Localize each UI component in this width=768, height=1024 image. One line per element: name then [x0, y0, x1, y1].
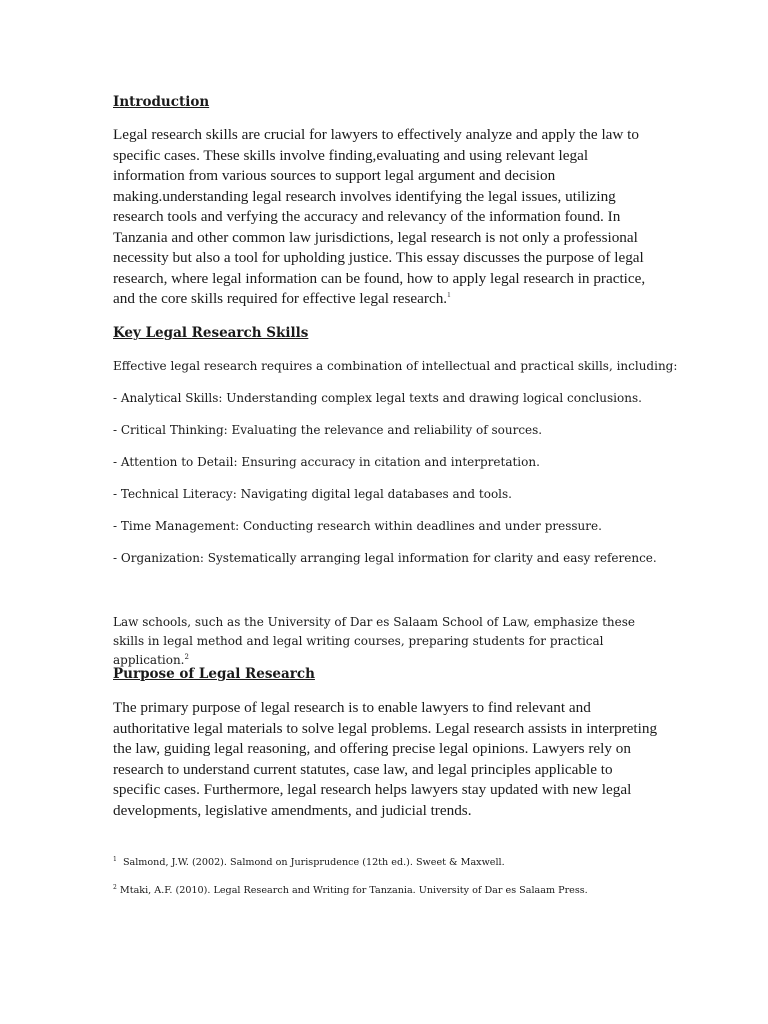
skills-heading: Key Legal Research Skills: [113, 325, 309, 341]
footnote-ref-2: 2: [184, 653, 189, 661]
introduction-paragraph: [113, 125, 658, 310]
footnote-marker-1: 1: [113, 855, 117, 863]
skill-item-technical-literacy: - Technical Literacy: Navigating digital legal databases and tools.: [113, 487, 512, 501]
introduction-heading: Introduction: [113, 94, 210, 110]
footnote-ref-1: 1: [447, 290, 451, 299]
skill-item-time-management: - Time Management: Conducting research within deadlines and under pressure.: [113, 519, 602, 533]
skill-item-analytical: - Analytical Skills: Understanding complex legal texts and drawing logical conclusions.: [113, 391, 642, 405]
skill-item-organization: - Organization: Systematically arranging legal information for clarity and easy reference.: [113, 551, 657, 565]
footnote-1: [113, 856, 658, 870]
skill-item-attention-to-detail: - Attention to Detail: Ensuring accuracy in citation and interpretation.: [113, 455, 540, 469]
introduction-text: Legal research skills are crucial for lawyers to effectively analyze and apply the law to specific cases. These skills involve finding,evaluating and using relevant legal information from various sources to support legal argument and decision making.understanding legal research involves identifying the legal issues, utilizing research tools and verfying the accuracy and relevancy of the information found. In Tanzania and other common law jurisdictions, legal research is not only a professional necessity but also a tool for upholding justice. This essay discusses the purpose of legal research, where legal information can be found, how to apply legal research in practice, and the core skills required for effective legal research.: [113, 126, 646, 307]
purpose-paragraph: The primary purpose of legal research is to enable lawyers to find relevant and authoritative legal materials to solve legal problems. Legal research assists in interpreting the law, guiding legal reasoning, and offering precise legal opinions. Lawyers rely on research to understand current statutes, case law, and legal principles applicable to specific cases. Furthermore, legal research helps lawyers stay updated with new legal developments, legislative amendments, and judicial trends.: [113, 699, 658, 819]
footnote-2-text: Mtaki, A.F. (2010). Legal Research and Writing for Tanzania. University of Dar es Salaam Press.: [119, 885, 588, 896]
footnote-1-text: Salmond, J.W. (2002). Salmond on Jurisprudence (12th ed.). Sweet & Maxwell.: [122, 857, 505, 868]
skills-closing-paragraph: [113, 613, 658, 670]
skills-intro: Effective legal research requires a combination of intellectual and practical skills, including:: [113, 359, 678, 373]
footnote-2: [113, 884, 658, 898]
purpose-heading: Purpose of Legal Research: [113, 666, 315, 682]
skill-item-critical-thinking: - Critical Thinking: Evaluating the relevance and reliability of sources.: [113, 423, 543, 437]
skills-closing-text: Law schools, such as the University of Dar es Salaam School of Law, emphasize these skills in legal method and legal writing courses, preparing students for practical application.: [113, 615, 635, 667]
footnote-marker-2: 2: [113, 883, 117, 891]
